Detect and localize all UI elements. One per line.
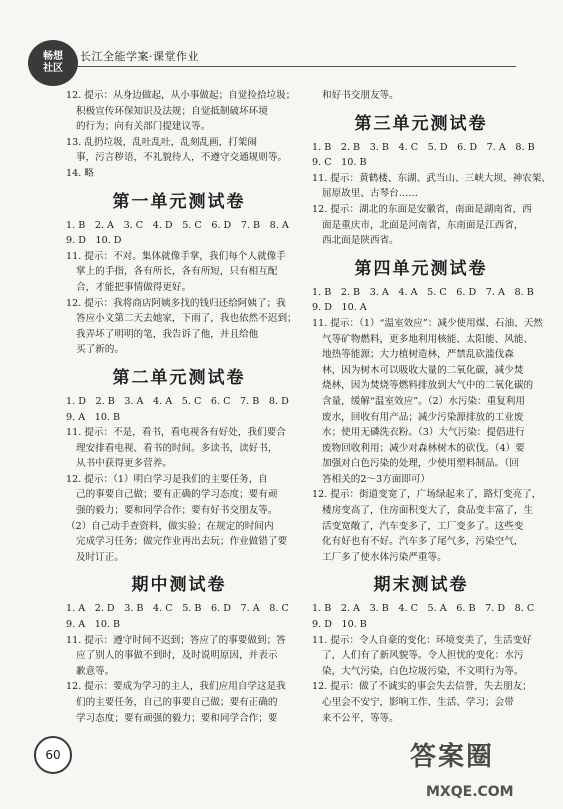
answer-line: 林，因为树木可以吸收大量的二氧化碳，减少焚 <box>322 364 524 376</box>
logo-badge <box>28 40 78 86</box>
answer-line: 废水，回收有用产品；减少污染源排放的工业废 <box>322 411 524 423</box>
answer-line: 9. D 10. B <box>312 619 367 631</box>
section-heading: 期末测试卷 <box>373 575 469 596</box>
answer-line: 1. B 2. B 3. B 4. C 5. D 6. D 7. A 8. B <box>312 141 535 153</box>
section-heading: 第四单元测试卷 <box>354 258 488 279</box>
answer-line: 1. B 2. B 3. A 4. A 5. C 6. D 7. A 8. B <box>312 286 534 298</box>
answer-line: 1. D 2. B 3. A 4. A 5. C 6. C 7. B 8. D <box>66 395 289 407</box>
answer-line: 积极宣传环保知识及法规；自觉抵制破坏环境 <box>76 105 268 117</box>
answer-line: 了，人们有了新风貌等。令人担忧的变化：水污 <box>322 650 524 662</box>
answer-line: 12. 提示：（1）明白学习是我们的主要任务，自 <box>66 473 268 485</box>
answer-line: 完成学习任务；做完作业再出去玩；作业做错了要 <box>76 536 288 548</box>
answer-line: 己的事要自己做；要有正确的学习态度；要有顽 <box>76 489 278 501</box>
section-heading: 第三单元测试卷 <box>354 113 488 134</box>
answer-line: 11. 提示：（1）“温室效应”：减少使用煤、石油、天然 <box>312 317 543 329</box>
section-heading: 期中测试卷 <box>131 575 227 596</box>
answer-line: 们的主要任务，自己的事要自己做；要有正确的 <box>76 697 278 708</box>
answer-line: 12. 提示：街道变宽了，广场绿起来了，路灯变亮了， <box>312 489 542 501</box>
answer-line: 面是重庆市，北面是河南省，东南面是江西省， <box>322 219 524 231</box>
answer-line: 地热等能源；大力植树造林，严禁乱砍滥伐森 <box>322 349 514 361</box>
answer-line: 理安排看电视、看书的时间。多读书，读好书， <box>76 442 278 454</box>
section-heading: 第一单元测试卷 <box>112 191 246 212</box>
answer-line: 9. D 10. A <box>312 302 367 314</box>
answer-line: 染，大气污染，白色垃圾污染，不文明行为等。 <box>322 665 524 677</box>
answer-line: 11. 提示：黄鹤楼、东湖、武当山、三峡大坝、神农架、 <box>312 172 551 184</box>
right-column <box>306 88 551 726</box>
answer-line: 9. C 10. B <box>312 157 367 169</box>
answer-line: 13. 乱扔垃圾，乱吐乱吐，乱刻乱画，打架闹 <box>66 136 257 148</box>
answer-line: 事，污言秽语，不礼貌待人，不遵守交通规则等。 <box>76 152 288 164</box>
series-title: 长江全能学案·课堂作业 <box>80 50 199 63</box>
answer-line: 1. B 2. A 3. C 4. D 5. C 6. D 7. B 8. A <box>66 219 289 231</box>
answer-line: 11. 提示：不是，看书，看电视各有好处，我们要合 <box>66 427 286 439</box>
page-header <box>0 0 563 80</box>
answer-line: 11. 提示：遵守时间不迟到；答应了的事要做到；答 <box>66 634 286 646</box>
answer-line: 活变宽敞了，汽车变多了，工厂变多了。这些变 <box>322 520 524 532</box>
answer-line: 掌上的手指，各有所长，各有所短，只有相互配 <box>76 266 278 278</box>
answer-line: 9. A 10. B <box>66 619 121 631</box>
answer-line: 11. 提示：令人自豪的变化：环境变美了，生活变好 <box>312 634 532 646</box>
answer-line: 来不公平，等等。 <box>322 712 399 724</box>
answer-line: 楼房变高了，住房面积变大了，食品变丰富了，生 <box>322 505 534 517</box>
answer-line: 1. B 2. A 3. B 4. C 5. A 6. B 7. D 8. C <box>312 603 535 615</box>
watermark-logo: 答案圈 <box>410 742 495 772</box>
answer-line: 12. 提示：从身边做起，从小事做起；自觉捡拾垃圾； <box>66 90 296 101</box>
answer-line: 歉意等。 <box>76 665 115 677</box>
answer-line: 12. 提示：我将商店阿姨多找的钱归还给阿姨了；我 <box>66 297 286 309</box>
answer-line: 应了别人的事做不到时，及时说明原因，并表示 <box>76 650 278 662</box>
answer-line: （2）自己动手查资料，做实验；在规定的时间内 <box>66 520 274 532</box>
answer-line: 屈原故里、古琴台…… <box>322 188 418 200</box>
header-divider <box>76 66 516 67</box>
answer-line: 12. 提示：做了不诚实的事会失去信誉，失去朋友； <box>312 681 532 693</box>
answer-line: 加强对白色污染的处理，少使用塑料制品。（回 <box>322 458 519 470</box>
answer-line: 烧林，因为焚烧等燃料排放到大气中的二氧化碳的 <box>322 380 534 392</box>
answer-line: 我弄坏了明明的笔，我告诉了他，并且给他 <box>76 328 259 340</box>
answer-line: 及时订正。 <box>76 551 124 563</box>
section-heading: 第二单元测试卷 <box>112 367 246 388</box>
left-column <box>60 88 298 726</box>
answer-line: 化有好也有不好。汽车多了尾气多，污染空气， <box>322 536 524 548</box>
answer-line: 买了新的。 <box>76 344 124 356</box>
answer-line: 14. 略 <box>66 167 94 179</box>
answer-line: 心里会不安宁，影响工作、生活、学习；会带 <box>322 697 514 708</box>
watermark-url: MXQE.COM <box>426 784 514 800</box>
answer-line: 气等矿物燃料，更多地利用核能、太阳能、风能、 <box>322 333 534 345</box>
answer-line: 学习态度；要有顽强的毅力；要和同学合作；要 <box>76 712 278 724</box>
answer-line: 含量，缓解“温室效应”。（2）水污染：重复利用 <box>322 395 525 407</box>
page-number: 60 <box>34 736 72 774</box>
answer-line: 答应小文第二天去她家，下雨了，我也依然不迟到； <box>76 313 297 325</box>
answer-line: 合，才能把事情做得更好。 <box>76 281 192 293</box>
answer-line: 和好书交朋友等。 <box>322 90 399 101</box>
answer-line: 水；使用无磷洗衣粉。（3）大气污染：提倡进行 <box>322 427 525 439</box>
answer-line: 11. 提示：不对。集体就像手掌，我们每个人就像手 <box>66 250 286 262</box>
answer-line: 12. 提示：要成为学习的主人，我们应用自学这是我 <box>66 681 286 693</box>
answer-line: 9. A 10. B <box>66 411 121 423</box>
answer-line: 工厂多了使水体污染严重等。 <box>322 551 447 563</box>
logo-text: 畅想 社区 <box>43 51 63 74</box>
answer-line: 的行为；向有关部门提建议等。 <box>76 121 211 133</box>
answer-line: 9. D 10. D <box>66 235 122 247</box>
answer-line: 答相关的2～3方面即可） <box>322 473 431 485</box>
answer-line: 强的毅力；要和同学合作；要有好书交朋友等。 <box>76 505 278 517</box>
answer-line: 废物回收利用；减少对森林树木的砍伐。（4）要 <box>322 442 525 454</box>
answer-line: 12. 提示：湖北的东面是安徽省，南面是湖南省，西 <box>312 203 532 215</box>
answer-line: 从书中获得更多营养。 <box>76 458 172 470</box>
answer-line: 西北面是陕西省。 <box>322 235 399 247</box>
answer-line: 1. A 2. D 3. B 4. C 5. B 6. D 7. A 8. C <box>66 603 289 615</box>
